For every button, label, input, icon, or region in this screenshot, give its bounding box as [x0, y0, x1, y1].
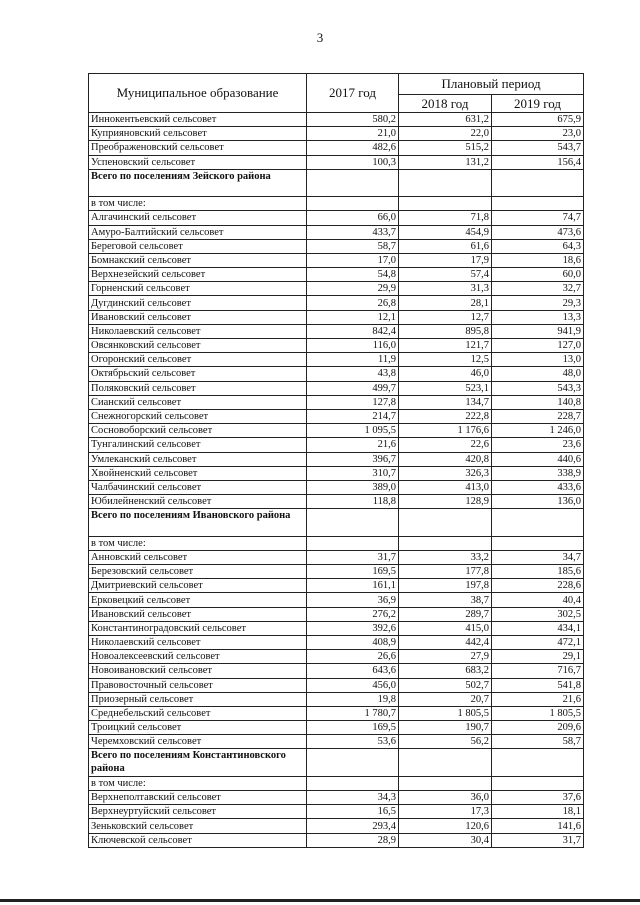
value-2019-cell: 209,6 [492, 721, 584, 735]
value-2018-cell: 683,2 [399, 664, 492, 678]
value-2018-cell: 20,7 [399, 692, 492, 706]
value-2018-cell [399, 197, 492, 211]
table-row [89, 438, 584, 452]
value-2019-cell: 228,6 [492, 579, 584, 593]
name-cell: Дмитриевский сельсовет [89, 579, 307, 593]
table-row [89, 225, 584, 239]
value-2017-cell: 66,0 [307, 211, 399, 225]
table-row [89, 169, 584, 196]
value-2019-cell: 31,7 [492, 833, 584, 847]
value-2017-cell: 36,9 [307, 593, 399, 607]
value-2017-cell: 21,6 [307, 438, 399, 452]
table-row [89, 395, 584, 409]
value-2019-cell: 13,0 [492, 353, 584, 367]
value-2019-cell: 434,1 [492, 621, 584, 635]
value-2018-cell: 454,9 [399, 225, 492, 239]
value-2018-cell: 515,2 [399, 141, 492, 155]
value-2018-cell: 134,7 [399, 395, 492, 409]
value-2019-cell: 228,7 [492, 409, 584, 423]
value-2017-cell: 29,9 [307, 282, 399, 296]
value-2018-cell [399, 536, 492, 550]
value-2019-cell [492, 749, 584, 776]
value-2018-cell: 420,8 [399, 452, 492, 466]
value-2019-cell [492, 536, 584, 550]
value-2018-cell: 895,8 [399, 324, 492, 338]
value-2017-cell: 58,7 [307, 239, 399, 253]
value-2019-cell [492, 197, 584, 211]
value-2017-cell: 396,7 [307, 452, 399, 466]
table-row [89, 650, 584, 664]
name-cell: Береговой сельсовет [89, 239, 307, 253]
value-2019-cell: 141,6 [492, 819, 584, 833]
value-2018-cell: 128,9 [399, 495, 492, 509]
value-2019-cell [492, 509, 584, 536]
table-row [89, 310, 584, 324]
table-row [89, 268, 584, 282]
table-row [89, 721, 584, 735]
table-row [89, 833, 584, 847]
name-cell: Ключевской сельсовет [89, 833, 307, 847]
name-cell: Юбилейненский сельсовет [89, 495, 307, 509]
value-2019-cell: 48,0 [492, 367, 584, 381]
value-2017-cell: 26,8 [307, 296, 399, 310]
value-2018-cell: 27,9 [399, 650, 492, 664]
table-row [89, 791, 584, 805]
table-row [89, 509, 584, 536]
name-cell: Константиноградовский сельсовет [89, 621, 307, 635]
name-cell: Успеновский сельсовет [89, 155, 307, 169]
name-cell: Октябрьский сельсовет [89, 367, 307, 381]
value-2018-cell: 222,8 [399, 409, 492, 423]
name-cell: Всего по поселениям Константиновского района [89, 749, 307, 776]
value-2019-cell: 127,0 [492, 339, 584, 353]
value-2018-cell: 56,2 [399, 735, 492, 749]
value-2017-cell [307, 169, 399, 196]
name-cell: Черемховский сельсовет [89, 735, 307, 749]
value-2018-cell: 12,7 [399, 310, 492, 324]
name-cell: Ивановский сельсовет [89, 607, 307, 621]
name-cell: Ивановский сельсовет [89, 310, 307, 324]
value-2019-cell: 941,9 [492, 324, 584, 338]
value-2018-cell: 502,7 [399, 678, 492, 692]
value-2018-cell: 131,2 [399, 155, 492, 169]
value-2018-cell [399, 776, 492, 790]
value-2017-cell: 43,8 [307, 367, 399, 381]
value-2018-cell: 28,1 [399, 296, 492, 310]
value-2017-cell: 116,0 [307, 339, 399, 353]
value-2018-cell: 1 805,5 [399, 706, 492, 720]
name-cell: Приозерный сельсовет [89, 692, 307, 706]
value-2018-cell: 30,4 [399, 833, 492, 847]
value-2017-cell: 53,6 [307, 735, 399, 749]
value-2018-cell: 33,2 [399, 550, 492, 564]
value-2018-cell [399, 509, 492, 536]
name-cell: Троицкий сельсовет [89, 721, 307, 735]
table-row [89, 607, 584, 621]
value-2019-cell: 156,4 [492, 155, 584, 169]
table-row [89, 282, 584, 296]
value-2017-cell: 12,1 [307, 310, 399, 324]
name-cell: Новоалексеевский сельсовет [89, 650, 307, 664]
value-2018-cell: 1 176,6 [399, 424, 492, 438]
value-2018-cell: 31,3 [399, 282, 492, 296]
value-2019-cell: 58,7 [492, 735, 584, 749]
value-2019-cell: 23,6 [492, 438, 584, 452]
table-row [89, 353, 584, 367]
table-row [89, 678, 584, 692]
name-cell: Куприяновский сельсовет [89, 127, 307, 141]
name-cell: Верхнеуртуйский сельсовет [89, 805, 307, 819]
value-2018-cell: 46,0 [399, 367, 492, 381]
value-2017-cell [307, 749, 399, 776]
value-2017-cell: 34,3 [307, 791, 399, 805]
value-2019-cell: 716,7 [492, 664, 584, 678]
table-row [89, 749, 584, 776]
value-2019-cell: 140,8 [492, 395, 584, 409]
value-2018-cell: 442,4 [399, 635, 492, 649]
header-municipality: Муниципальное образование [89, 74, 307, 113]
name-cell: Бомнакский сельсовет [89, 253, 307, 267]
header-2018: 2018 год [399, 95, 492, 113]
table-row [89, 155, 584, 169]
name-cell: в том числе: [89, 776, 307, 790]
value-2018-cell: 523,1 [399, 381, 492, 395]
value-2019-cell: 185,6 [492, 565, 584, 579]
value-2018-cell: 57,4 [399, 268, 492, 282]
table-row [89, 424, 584, 438]
value-2019-cell: 472,1 [492, 635, 584, 649]
name-cell: Горненский сельсовет [89, 282, 307, 296]
value-2017-cell: 456,0 [307, 678, 399, 692]
value-2018-cell: 38,7 [399, 593, 492, 607]
name-cell: Анновский сельсовет [89, 550, 307, 564]
value-2017-cell: 408,9 [307, 635, 399, 649]
table-row [89, 805, 584, 819]
name-cell: Амуро-Балтийский сельсовет [89, 225, 307, 239]
bottom-border [0, 899, 640, 902]
name-cell: Поляковский сельсовет [89, 381, 307, 395]
value-2019-cell: 302,5 [492, 607, 584, 621]
value-2017-cell: 161,1 [307, 579, 399, 593]
value-2017-cell: 169,5 [307, 565, 399, 579]
table-row [89, 409, 584, 423]
table-row [89, 536, 584, 550]
name-cell: Хвойненский сельсовет [89, 466, 307, 480]
value-2019-cell: 18,1 [492, 805, 584, 819]
name-cell: Всего по поселениям Зейского района [89, 169, 307, 196]
table-row [89, 480, 584, 494]
table-row [89, 819, 584, 833]
value-2019-cell: 541,8 [492, 678, 584, 692]
table-row [89, 495, 584, 509]
value-2018-cell: 61,6 [399, 239, 492, 253]
value-2017-cell: 21,0 [307, 127, 399, 141]
value-2018-cell: 121,7 [399, 339, 492, 353]
value-2017-cell: 1 095,5 [307, 424, 399, 438]
value-2018-cell: 22,0 [399, 127, 492, 141]
value-2017-cell [307, 536, 399, 550]
value-2017-cell: 127,8 [307, 395, 399, 409]
value-2018-cell: 289,7 [399, 607, 492, 621]
table-row [89, 296, 584, 310]
value-2017-cell: 11,9 [307, 353, 399, 367]
value-2017-cell: 433,7 [307, 225, 399, 239]
name-cell: Сосновоборский сельсовет [89, 424, 307, 438]
value-2017-cell [307, 197, 399, 211]
value-2019-cell: 338,9 [492, 466, 584, 480]
table-row [89, 593, 584, 607]
table-row [89, 324, 584, 338]
name-cell: Чалбачинский сельсовет [89, 480, 307, 494]
value-2019-cell [492, 776, 584, 790]
name-cell: Сианский сельсовет [89, 395, 307, 409]
name-cell: Правовосточный сельсовет [89, 678, 307, 692]
value-2018-cell: 326,3 [399, 466, 492, 480]
name-cell: Новоивановский сельсовет [89, 664, 307, 678]
value-2019-cell: 543,7 [492, 141, 584, 155]
value-2017-cell: 169,5 [307, 721, 399, 735]
table-row [89, 367, 584, 381]
value-2019-cell: 32,7 [492, 282, 584, 296]
value-2017-cell: 392,6 [307, 621, 399, 635]
value-2017-cell: 28,9 [307, 833, 399, 847]
value-2017-cell [307, 509, 399, 536]
table-row [89, 735, 584, 749]
value-2019-cell: 64,3 [492, 239, 584, 253]
table-row [89, 127, 584, 141]
value-2017-cell: 16,5 [307, 805, 399, 819]
name-cell: Огоронский сельсовет [89, 353, 307, 367]
value-2018-cell: 120,6 [399, 819, 492, 833]
table-row [89, 211, 584, 225]
value-2017-cell: 100,3 [307, 155, 399, 169]
table-row [89, 635, 584, 649]
table-row [89, 550, 584, 564]
table-body [89, 113, 584, 848]
value-2019-cell: 74,7 [492, 211, 584, 225]
value-2018-cell: 71,8 [399, 211, 492, 225]
value-2018-cell: 177,8 [399, 565, 492, 579]
value-2018-cell: 36,0 [399, 791, 492, 805]
table-row [89, 621, 584, 635]
name-cell: Иннокентьевский сельсовет [89, 113, 307, 127]
value-2019-cell: 1 805,5 [492, 706, 584, 720]
table-row [89, 579, 584, 593]
header-2019: 2019 год [492, 95, 584, 113]
name-cell: в том числе: [89, 536, 307, 550]
table-row [89, 776, 584, 790]
value-2019-cell [492, 169, 584, 196]
name-cell: Зеньковский сельсовет [89, 819, 307, 833]
name-cell: Умлеканский сельсовет [89, 452, 307, 466]
name-cell: Тунгалинский сельсовет [89, 438, 307, 452]
value-2018-cell [399, 169, 492, 196]
table-row [89, 141, 584, 155]
table-row [89, 692, 584, 706]
value-2019-cell: 37,6 [492, 791, 584, 805]
name-cell: Верхнеполтавский сельсовет [89, 791, 307, 805]
value-2018-cell: 22,6 [399, 438, 492, 452]
value-2019-cell: 21,6 [492, 692, 584, 706]
table-row [89, 197, 584, 211]
table-row [89, 565, 584, 579]
value-2019-cell: 23,0 [492, 127, 584, 141]
value-2018-cell: 12,5 [399, 353, 492, 367]
name-cell: Всего по поселениям Ивановского района [89, 509, 307, 536]
value-2017-cell: 482,6 [307, 141, 399, 155]
value-2017-cell: 580,2 [307, 113, 399, 127]
value-2019-cell: 440,6 [492, 452, 584, 466]
name-cell: Среднебельский сельсовет [89, 706, 307, 720]
value-2017-cell: 118,8 [307, 495, 399, 509]
name-cell: Дугдинский сельсовет [89, 296, 307, 310]
header-plan-period: Плановый период [399, 74, 584, 95]
value-2019-cell: 1 246,0 [492, 424, 584, 438]
value-2019-cell: 18,6 [492, 253, 584, 267]
value-2017-cell: 310,7 [307, 466, 399, 480]
value-2018-cell [399, 749, 492, 776]
value-2018-cell: 631,2 [399, 113, 492, 127]
value-2018-cell: 17,3 [399, 805, 492, 819]
name-cell: Снежногорский сельсовет [89, 409, 307, 423]
value-2017-cell: 26,6 [307, 650, 399, 664]
table-row [89, 664, 584, 678]
name-cell: Овсянковский сельсовет [89, 339, 307, 353]
value-2019-cell: 40,4 [492, 593, 584, 607]
value-2018-cell: 17,9 [399, 253, 492, 267]
name-cell: Преображеновский сельсовет [89, 141, 307, 155]
name-cell: Верхнезейский сельсовет [89, 268, 307, 282]
name-cell: Николаевский сельсовет [89, 324, 307, 338]
table-row [89, 381, 584, 395]
budget-table [88, 73, 584, 848]
value-2017-cell: 31,7 [307, 550, 399, 564]
table-row [89, 706, 584, 720]
value-2017-cell: 19,8 [307, 692, 399, 706]
header-2017: 2017 год [307, 74, 399, 113]
value-2017-cell: 499,7 [307, 381, 399, 395]
value-2019-cell: 29,1 [492, 650, 584, 664]
value-2019-cell: 13,3 [492, 310, 584, 324]
value-2017-cell: 389,0 [307, 480, 399, 494]
value-2017-cell: 842,4 [307, 324, 399, 338]
name-cell: в том числе: [89, 197, 307, 211]
value-2018-cell: 197,8 [399, 579, 492, 593]
table-row [89, 466, 584, 480]
name-cell: Березовский сельсовет [89, 565, 307, 579]
value-2017-cell [307, 776, 399, 790]
value-2019-cell: 473,6 [492, 225, 584, 239]
value-2019-cell: 136,0 [492, 495, 584, 509]
name-cell: Ерковецкий сельсовет [89, 593, 307, 607]
page-number: 3 [316, 30, 324, 45]
value-2017-cell: 214,7 [307, 409, 399, 423]
name-cell: Николаевский сельсовет [89, 635, 307, 649]
value-2018-cell: 190,7 [399, 721, 492, 735]
table-row [89, 339, 584, 353]
value-2017-cell: 643,6 [307, 664, 399, 678]
value-2018-cell: 415,0 [399, 621, 492, 635]
value-2019-cell: 34,7 [492, 550, 584, 564]
value-2017-cell: 1 780,7 [307, 706, 399, 720]
value-2019-cell: 543,3 [492, 381, 584, 395]
name-cell: Алгачинский сельсовет [89, 211, 307, 225]
value-2017-cell: 276,2 [307, 607, 399, 621]
value-2019-cell: 675,9 [492, 113, 584, 127]
value-2019-cell: 60,0 [492, 268, 584, 282]
table-row [89, 113, 584, 127]
table-row [89, 452, 584, 466]
value-2019-cell: 433,6 [492, 480, 584, 494]
table-row [89, 239, 584, 253]
table-row [89, 253, 584, 267]
value-2017-cell: 54,8 [307, 268, 399, 282]
value-2019-cell: 29,3 [492, 296, 584, 310]
value-2018-cell: 413,0 [399, 480, 492, 494]
value-2017-cell: 17,0 [307, 253, 399, 267]
value-2017-cell: 293,4 [307, 819, 399, 833]
